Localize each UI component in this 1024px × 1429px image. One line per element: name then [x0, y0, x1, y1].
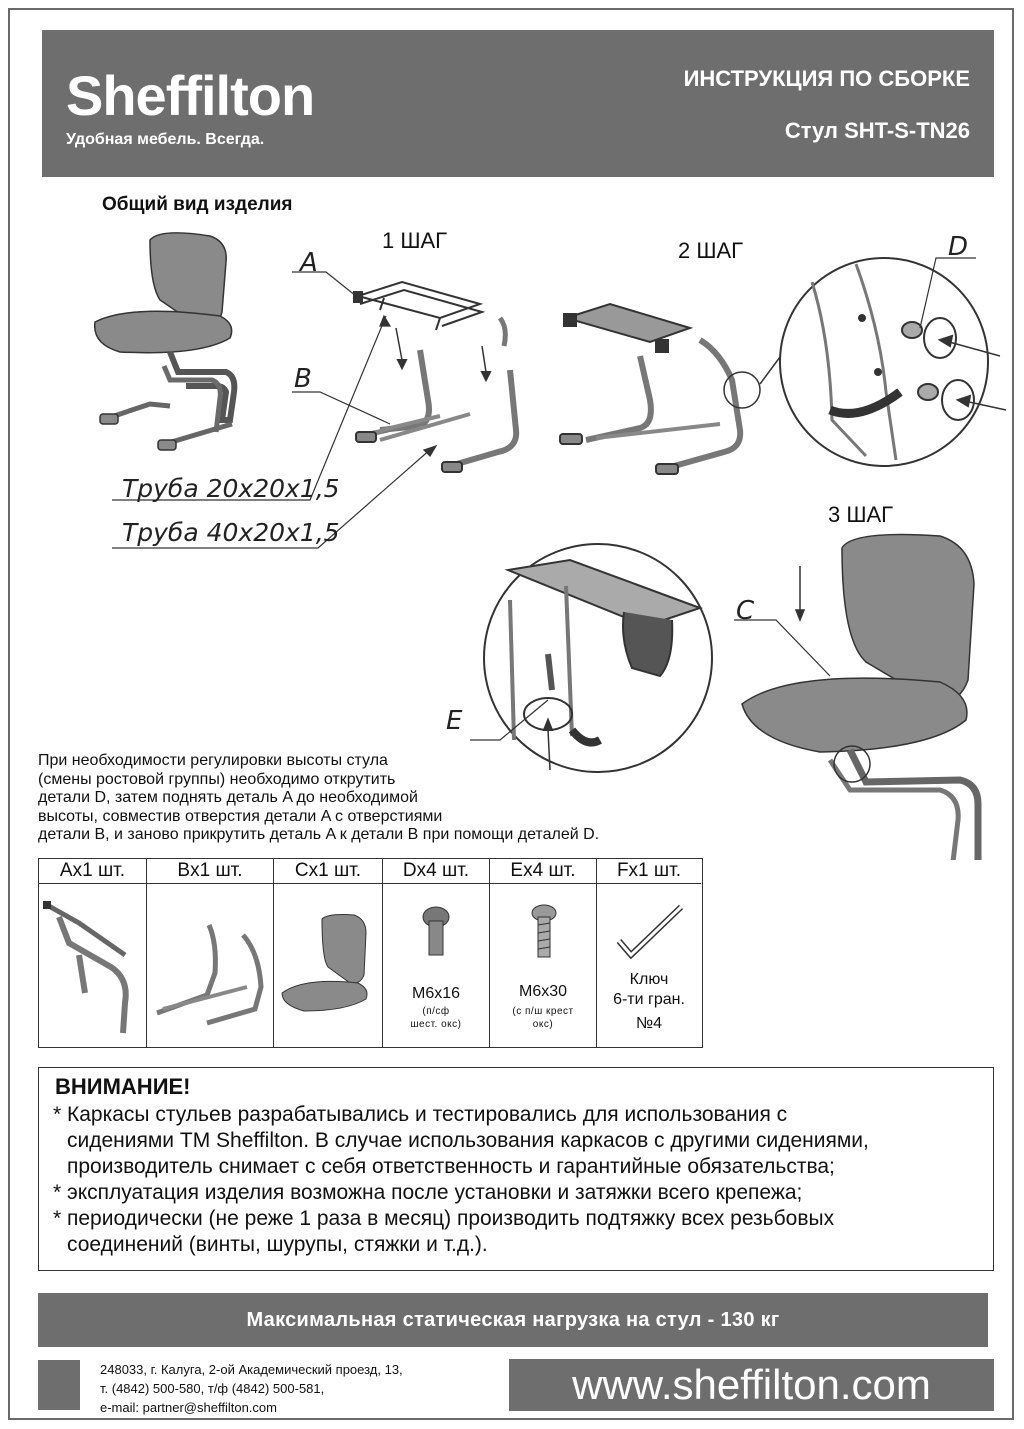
note-line: При необходимости регулировки высоты стула: [38, 752, 388, 769]
warning-line: * периодически (не реже 1 раза в месяц) производить подтяжку всех резьбовых: [53, 1207, 835, 1230]
brand-logo: Sheffilton: [66, 64, 315, 127]
part-a-header: Aх1 шт.: [39, 859, 146, 884]
overview-chair-illustration: [95, 233, 235, 450]
part-b-header: Bх1 шт.: [147, 859, 273, 884]
note-line: детали B, и заново прикрутить деталь A к детали B при помощи деталей D.: [38, 826, 600, 843]
warning-line: * Каркасы стульев разрабатывались и тестировались для использования с: [53, 1103, 788, 1126]
part-d-cell: [383, 859, 490, 1047]
note-line: (смены ростовой группы) необходимо открутить: [38, 770, 396, 788]
warning-title: ВНИМАНИЕ!: [55, 1074, 191, 1099]
step2-frame-illustration: [560, 304, 800, 474]
callout-e: E: [446, 706, 463, 736]
part-e-type-2: окс): [532, 1019, 554, 1030]
part-b-cell: [147, 859, 274, 1047]
parts-table: [38, 858, 703, 1048]
overview-heading: Общий вид изделия: [102, 194, 293, 215]
warning-text: [53, 1102, 869, 1258]
part-e-cell: [490, 859, 597, 1047]
part-d-header: Dх4 шт.: [383, 859, 489, 884]
part-a-cell: [39, 859, 147, 1047]
part-c-cell: [274, 859, 383, 1047]
step1-label: 1 ШАГ: [382, 228, 448, 253]
part-e-header: Eх4 шт.: [490, 859, 596, 884]
note-line: детали D, затем поднять деталь A до необходимой: [38, 789, 418, 806]
part-e-type-1: (с п/ш крест: [512, 1006, 574, 1017]
footer-phones: т. (4842) 500-580, т/ф (4842) 500-581,: [100, 1381, 325, 1396]
callout-a: A: [300, 248, 318, 278]
warning-line: соединений (винты, шурупы, стяжки и т.д.).: [67, 1233, 488, 1256]
max-load-banner: Максимальная статическая нагрузка на стул - 130 кг: [38, 1293, 988, 1347]
part-c-illustration: [274, 883, 381, 1047]
height-adjustment-note: [38, 752, 738, 845]
part-d-type-2: шест. окс): [410, 1019, 462, 1030]
part-b-illustration: [147, 883, 272, 1047]
warning-line: * эксплуатация изделия возможна после установки и затяжки всего крепежа;: [53, 1181, 803, 1204]
part-a-illustration: [39, 883, 145, 1047]
footer-website: www.sheffilton.com: [509, 1359, 994, 1411]
step3-label: 3 ШАГ: [828, 502, 894, 527]
callout-c: C: [736, 596, 755, 626]
part-f-header: Fх1 шт.: [597, 859, 701, 884]
footer-address: 248033, г. Калуга, 2-ой Академический проезд, 13,: [100, 1362, 403, 1377]
brand-tagline: Удобная мебель. Всегда.: [66, 131, 265, 148]
footer-square: [38, 1360, 80, 1410]
step3-chair-illustration: [734, 535, 990, 861]
part-f-type: 6-ти гран.: [613, 991, 685, 1008]
part-c-header: Cх1 шт.: [274, 859, 382, 884]
footer-contacts: [100, 1360, 403, 1417]
pipe-label-40x20: Труба 40x20x1,5: [122, 518, 340, 547]
part-d-size: M6x16: [411, 985, 461, 1002]
part-f-cell: [597, 859, 701, 1047]
warning-line: производитель снимает с себя ответственность и гарантийные обязательства;: [67, 1155, 835, 1178]
step2-label: 2 ШАГ: [678, 238, 744, 263]
part-f-number: №4: [635, 1015, 663, 1032]
footer-email: e-mail: partner@sheffilton.com: [100, 1400, 277, 1415]
document-title: ИНСТРУКЦИЯ ПО СБОРКЕ: [683, 66, 970, 91]
part-d-type-1: (п/сф: [422, 1006, 450, 1017]
warning-line: сидениями ТМ Sheffilton. В случае использования каркасов с другими сидениями,: [67, 1129, 869, 1152]
detail-e-zoom-illustration: [470, 544, 712, 772]
note-line: высоты, совместив отверстия детали A с отверстиями: [38, 807, 443, 825]
step1-frame-illustration: [354, 282, 516, 472]
callout-d: D: [948, 232, 969, 262]
part-e-size: M6x30: [518, 983, 568, 1000]
detail-d-zoom-illustration: [780, 258, 1006, 466]
pipe-label-20x20: Труба 20x20x1,5: [122, 474, 340, 503]
part-f-name: Ключ: [629, 971, 669, 988]
warning-box: [38, 1067, 994, 1271]
product-model: Стул SHT-S-TN26: [784, 118, 970, 143]
callout-b: B: [294, 364, 312, 394]
